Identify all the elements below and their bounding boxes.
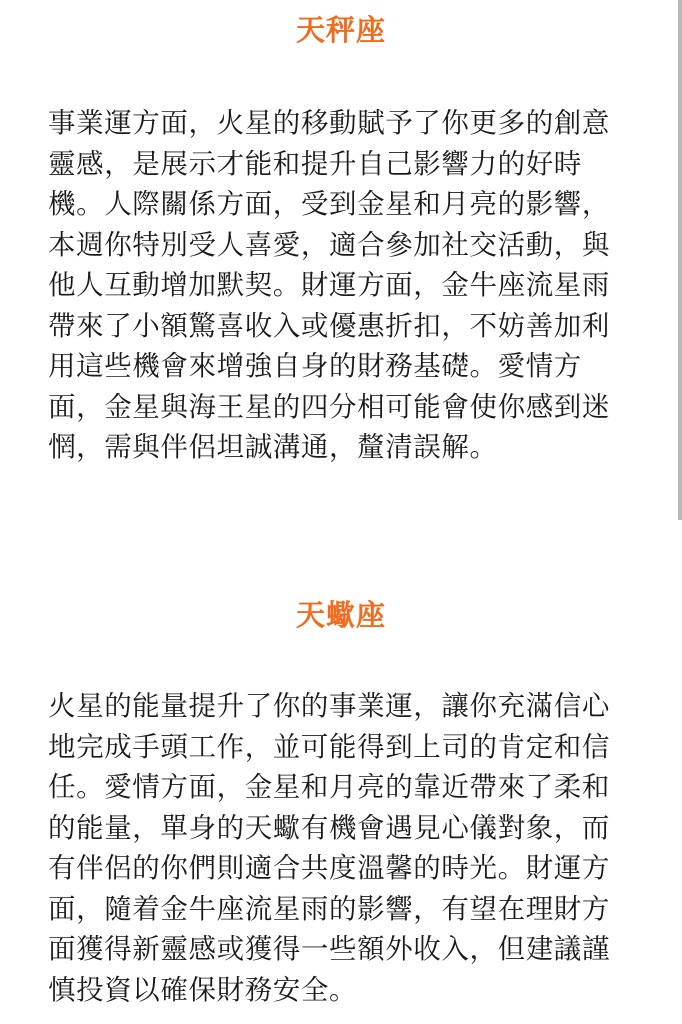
horoscope-section-libra [0,10,682,468]
section-title: 天蠍座 [295,598,386,632]
horoscope-section-scorpio [0,595,682,1010]
section-body: 火星的能量提升了你的事業運，讓你充滿信心地完成手頭工作，並可能得到上司的肯定和信任。愛情方面，金星和月亮的靠近帶來了柔和的能量，單身的天蠍有機會遇見心儀對象，而有伴侶的你們則適合共度溫馨的時光。財運方面，隨着金牛座流星雨的影響，有望在理財方面獲得新靈感或獲得一些額外收入，但建議謹慎投資以確保財務安全。 [48,690,610,1006]
section-body: 事業運方面，火星的移動賦予了你更多的創意靈感，是展示才能和提升自己影響力的好時機。人際關係方面，受到金星和月亮的影響，本週你特別受人喜愛，適合參加社交活動，與他人互動增加默契。財運方面，金牛座流星雨帶來了小額驚喜收入或優惠折扣，不妨善加利用這些機會來增強自身的財務基礎。愛情方面，金星與海王星的四分相可能會使你感到迷惘，需與伴侶坦誠溝通，釐清誤解。 [48,107,610,463]
section-title: 天秤座 [295,13,386,47]
